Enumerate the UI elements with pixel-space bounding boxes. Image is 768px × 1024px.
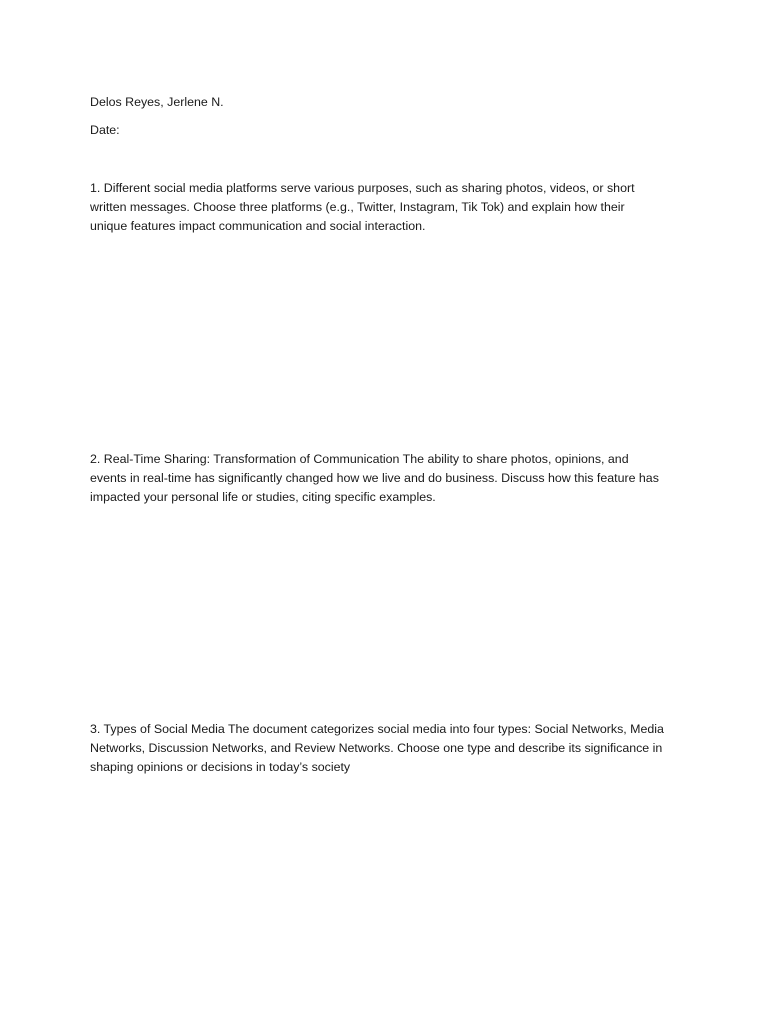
question-3-line-1: 3. Types of Social Media The document categorizes social media into four types: Social Networks, Media [90,722,664,736]
author-name: Delos Reyes, Jerlene N. [90,95,224,109]
question-2 [90,450,690,507]
question-1-line-1: 1. Different social media platforms serve various purposes, such as sharing photos, videos, or short [90,181,635,195]
question-1-line-3: unique features impact communication and social interaction. [90,219,426,233]
question-3-line-2: Networks, Discussion Networks, and Review Networks. Choose one type and describe its significance in [90,741,663,755]
question-1 [90,179,690,236]
question-2-line-2: events in real-time has significantly changed how we live and do business. Discuss how this feature has [90,471,659,485]
date-label: Date: [90,123,120,137]
question-2-line-3: impacted your personal life or studies, citing specific examples. [90,490,436,504]
question-2-line-1: 2. Real-Time Sharing: Transformation of Communication The ability to share photos, opinions, and [90,452,629,466]
question-1-line-2: written messages. Choose three platforms (e.g., Twitter, Instagram, Tik Tok) and explain how their [90,200,625,214]
question-3 [90,720,690,777]
question-3-line-3: shaping opinions or decisions in today’s society [90,760,351,774]
